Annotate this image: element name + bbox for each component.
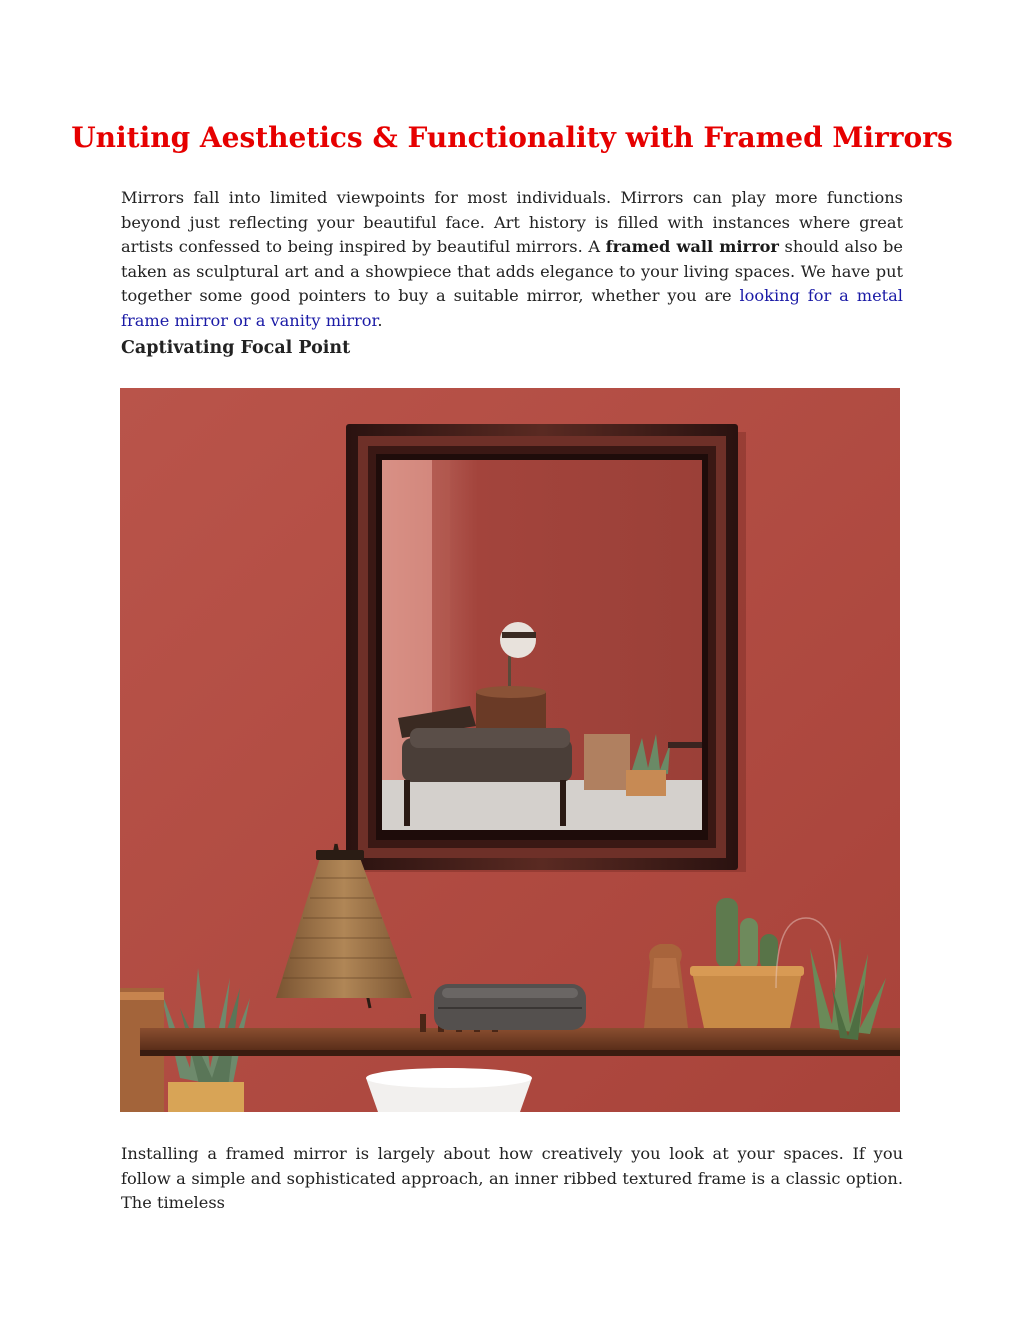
mirror-reflection [382, 460, 702, 830]
page-title: Uniting Aesthetics & Functionality with Framed Mirrors [71, 121, 953, 154]
body-paragraph: Installing a framed mirror is largely about how creatively you look at your spaces. If you follow a simple and sophisticated approach, an inner ribbed textured frame is a classic option. The timeless [121, 1144, 903, 1213]
framed-mirror-room-photo [120, 388, 900, 1112]
intro-bold-keyword: framed wall mirror [605, 237, 779, 257]
intro-text-middle: should also be taken as sculptural art and a showpiece that adds elegance to your living spaces. We have put together some good pointers to buy a suitable mirror, whether you are [121, 237, 903, 306]
intro-paragraph [121, 186, 903, 334]
intro-text-start: Mirrors fall into limited viewpoints for most individuals. Mirrors can play more functions beyond just reflecting your beautiful face. Art history is filled with instances where great artists confessed to being inspired by beautiful mirrors. A [121, 188, 903, 257]
section-heading: Captivating Focal Point [121, 338, 351, 358]
mirror-types-link[interactable]: looking for a metal frame mirror or a vanity mirror [121, 286, 903, 330]
intro-text-end: . [377, 310, 383, 330]
cushion [434, 984, 586, 1030]
